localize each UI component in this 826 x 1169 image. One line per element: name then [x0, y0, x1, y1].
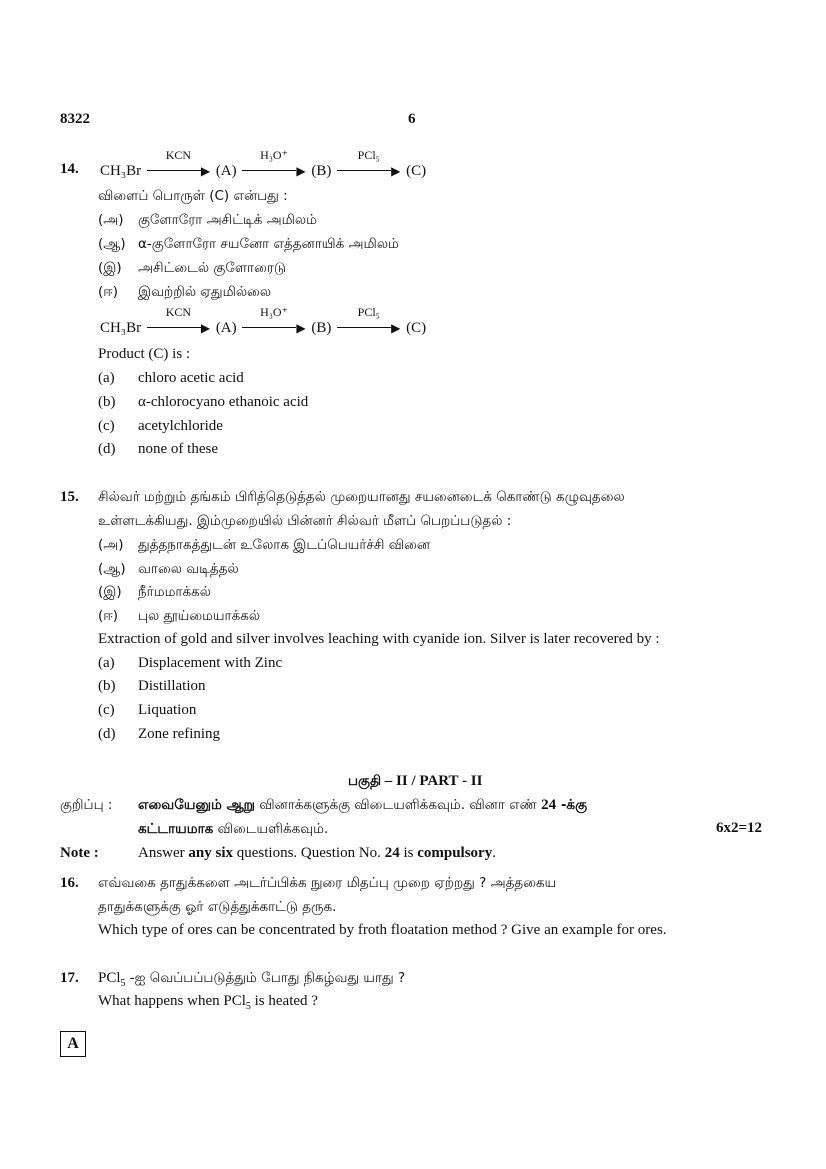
q15-option-en-c: (c) Liquation	[98, 702, 197, 718]
product-b: (B)	[311, 163, 332, 179]
q14-option-ta-2: (ஆ) α-குளோரோ சயனோ எத்தனாயிக் அமிலம்	[98, 236, 399, 252]
note-ta-line-1: குறிப்பு : எவையேனும் ஆறு வினாக்களுக்கு விடையளிக்கவும். வினா எண் 24 -க்கு	[60, 797, 587, 813]
q14-option-en-d: (d) none of these	[98, 441, 218, 457]
q14-stem-en: Product (C) is :	[98, 346, 191, 362]
reaction-equation-en	[100, 305, 427, 337]
reaction-arrow-1: KCN ▶	[147, 320, 210, 337]
reaction-arrow-2: H₃O⁺ ▶	[242, 320, 305, 337]
q15-stem-ta-2: உள்ளடக்கியது. இம்முறையில் பின்னர் சில்வர் மீளப் பெறப்படுதல் :	[98, 513, 512, 529]
note-en: Note : Answer any six questions. Question No. 24 is compulsory.	[60, 845, 496, 861]
q15-option-en-b: (b) Distillation	[98, 678, 206, 694]
q15-option-ta-1: (அ) துத்தநாகத்துடன் உலோக இடப்பெயர்ச்சி வினை	[98, 537, 430, 553]
q14-option-en-c: (c) acetylchloride	[98, 418, 223, 434]
question-number-14: 14.	[60, 161, 79, 177]
reaction-arrow-3: PCl₅ ▶	[337, 163, 400, 180]
reaction-arrow-2: H₃O⁺ ▶	[242, 163, 305, 180]
product-c: (C)	[406, 163, 427, 179]
q17-text-en: What happens when PCl$_5$ is heated ?	[98, 993, 318, 1012]
question-number-15: 15.	[60, 489, 79, 505]
q17-text-ta: PCl$_5$ -ஐ வெப்பப்படுத்தும் போது நிகழ்வது யாது ?	[98, 970, 406, 989]
question-number-16: 16.	[60, 875, 79, 891]
part-heading: பகுதி – II / PART - II	[348, 773, 483, 789]
q14-stem-ta: விளைப் பொருள் (C) என்பது :	[98, 188, 288, 204]
marks-allocation: 6x2=12	[716, 820, 763, 836]
q14-option-en-a: (a) chloro acetic acid	[98, 370, 244, 386]
note-en-label: Note :	[60, 845, 99, 861]
q16-text-ta-1: எவ்வகை தாதுக்களை அடர்ப்பிக்க நுரை மிதப்பு முறை ஏற்றது ? அத்தகைய	[98, 875, 557, 891]
q14-option-ta-3: (இ) அசிட்டைல் குளோரைடு	[98, 260, 286, 276]
q15-option-ta-2: (ஆ) வாலை வடித்தல்	[98, 561, 239, 577]
product-b: (B)	[311, 320, 332, 336]
q15-option-ta-3: (இ) நீர்மமாக்கல்	[98, 584, 211, 600]
q15-option-ta-4: (ஈ) புல தூய்மையாக்கல்	[98, 608, 261, 624]
reaction-arrow-1: KCN ▶	[147, 163, 210, 180]
note-ta-line-2: கட்டாயமாக விடையளிக்கவும்.	[138, 821, 329, 837]
q15-stem-en: Extraction of gold and silver involves leaching with cyanide ion. Silver is later recovered by :	[98, 631, 660, 647]
q15-stem-ta-1: சில்வர் மற்றும் தங்கம் பிரித்தெடுத்தல் முறையானது சயனைடைக் கொண்டு கழுவுதலை	[98, 489, 625, 505]
q15-option-en-a: (a) Displacement with Zinc	[98, 655, 283, 671]
product-c: (C)	[406, 320, 427, 336]
reaction-arrow-3: PCl₅ ▶	[337, 320, 400, 337]
page-number: 6	[408, 111, 416, 127]
reactant: CH₃Br	[100, 163, 142, 179]
q14-option-ta-4: (ஈ) இவற்றில் ஏதுமில்லை	[98, 284, 272, 300]
product-a: (A)	[215, 163, 237, 179]
q14-option-ta-1: (அ) குளோரோ அசிட்டிக் அமிலம்	[98, 212, 317, 228]
q14-option-en-b: (b) α-chlorocyano ethanoic acid	[98, 394, 309, 410]
series-box: A	[60, 1031, 86, 1057]
question-number-17: 17.	[60, 970, 79, 986]
paper-code: 8322	[60, 111, 90, 127]
product-a: (A)	[215, 320, 237, 336]
q15-option-en-d: (d) Zone refining	[98, 726, 221, 742]
reactant: CH₃Br	[100, 320, 142, 336]
q16-text-en: Which type of ores can be concentrated by froth floatation method ? Give an example for ores.	[98, 922, 667, 938]
note-ta-label: குறிப்பு :	[60, 797, 113, 813]
q16-text-ta-2: தாதுக்களுக்கு ஓர் எடுத்துக்காட்டு தருக.	[98, 899, 337, 915]
reaction-equation-ta	[100, 148, 427, 180]
